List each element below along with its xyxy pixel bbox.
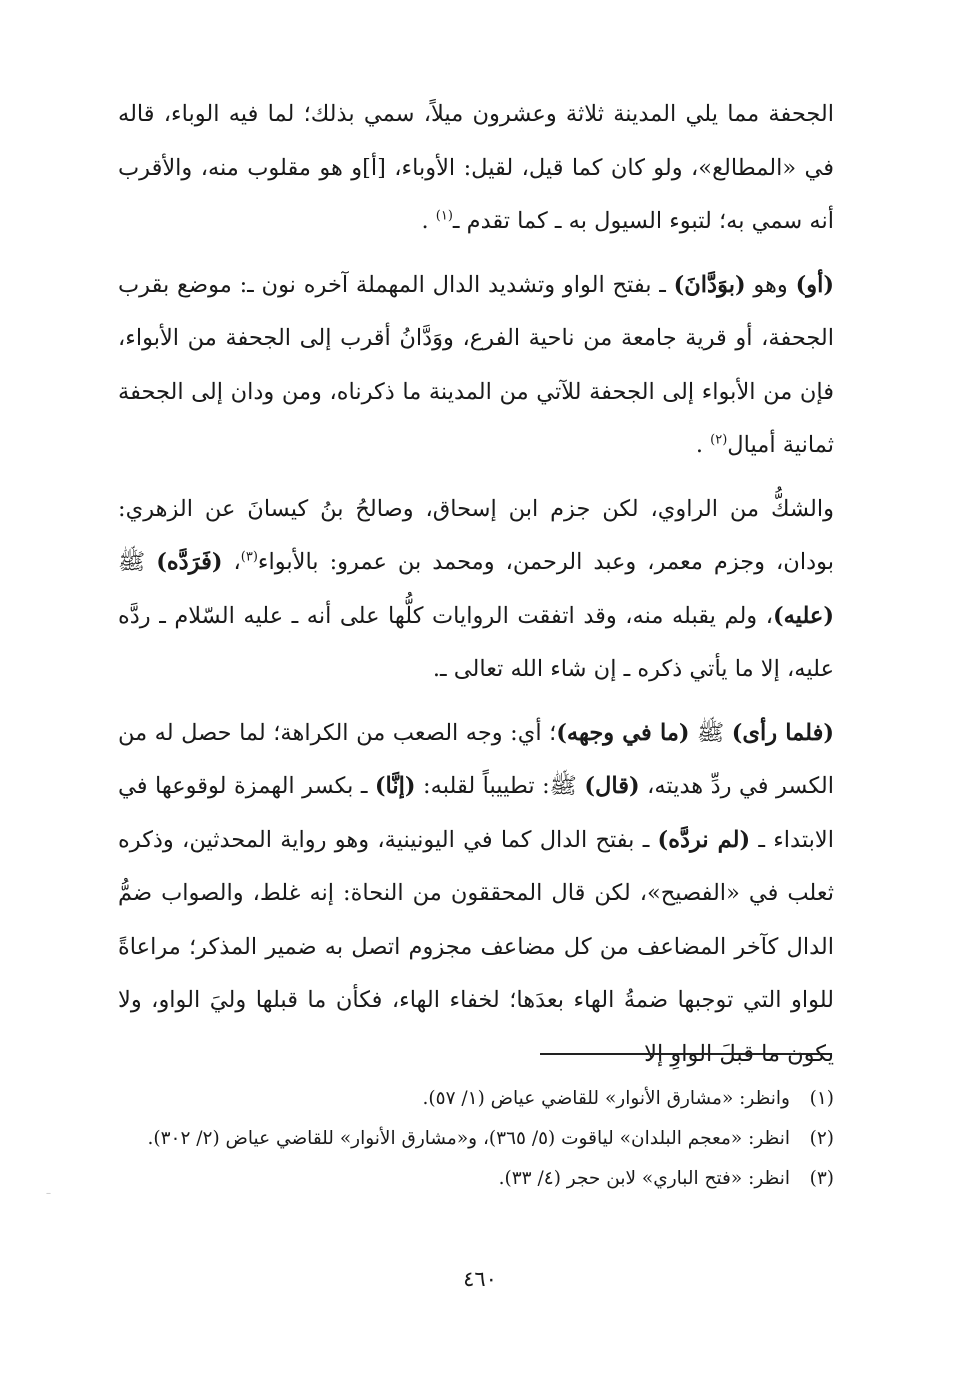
bold-term: (قال) (584, 773, 640, 799)
bold-term: (ما في وجهه) (556, 719, 690, 746)
footnote-divider (540, 1053, 832, 1055)
honorific: ﷺ (689, 719, 732, 746)
footnote (118, 1160, 834, 1197)
paragraph-text: ﷺ: تطييباً لقلبه: (415, 773, 585, 799)
punctuation: . (421, 208, 436, 234)
bold-term: (فَرَدَّه) (156, 549, 223, 575)
footnote-text: انظر: «فتح الباري» لابن حجر (٤/ ٣٣). (498, 1168, 790, 1189)
paragraph-text: ـ بفتح الدال كما في اليونينية، وهو رواية المحدثين، وذكره ثعلب في «الفصيح»، لكن قال المحققون من النحاة: إنه غلط، والصواب ضمُّ الدال كآخر المضاعف من كل مضاعف مجزوم اتصل به ضمير المذكر؛ مراعاةً للواو التي توجبها ضمةُ الهاء بعدَها؛ لخفاء الهاء، فكأن ما قبلها وليَ الواو، ولا يكون ما قبلَ الواوِ إلا (118, 826, 834, 1067)
paragraph-text: ـ بكسر الهمزة لوقوعها في الابتداء ـ (118, 773, 834, 853)
footnote-ref-3[interactable]: (٣) (240, 549, 258, 565)
paragraph-text: الجحفة مما يلي المدينة ثلاثة وعشرون ميلاً، سمي بذلك؛ لما فيه الوباء، قاله في «المطالع»، ولو كان كما قيل، لقيل: الأوباء، [أ]و هو مقلوب منه، والأقرب أنه سمي به؛ لتبوء السيول به ـ كما تقدم ـ (118, 101, 834, 234)
footnote-text: انظر: «معجم البلدان» لياقوت (٥/ ٣٦٥)، و«مشارق الأنوار» للقاضي عياض (٢/ ٣٠٢). (147, 1128, 790, 1149)
footnote-text: وانظر: «مشارق الأنوار» للقاضي عياض (١/ ٥٧). (422, 1088, 790, 1109)
paragraph-text: ، ولم يقبله منه، وقد اتفقت الروايات كلُّها على أنه ـ عليه السّلام ـ ردَّه عليه، إلا ما يأتي ذكره ـ إن شاء الله تعالى ـ. (118, 602, 834, 682)
punctuation: . (695, 432, 711, 458)
bold-term: (أو) (795, 271, 834, 298)
bold-term: (بوَدَّانَ) (673, 271, 746, 298)
paragraph-3 (118, 483, 834, 697)
footnote-number: (٣) (809, 1168, 834, 1189)
bold-term: (عليه) (772, 602, 834, 629)
main-text (118, 88, 834, 1081)
footnote-ref-1[interactable]: (١) (435, 208, 453, 224)
paragraph-text: والشكُّ من الراوي، لكن جزم ابن إسحاق، وصالحُ بنُ كيسانَ عن الزهري: بودان، وجزم معمر، وعبد الرحمن، ومحمد بن عمرو: بالأبواء (118, 495, 834, 575)
paragraph-text: ، (222, 549, 241, 575)
footnote-number: (٢) (809, 1128, 834, 1149)
footnote (118, 1080, 834, 1117)
paragraph-text: ؛ أي: وجه الصعب من الكراهة؛ لما حصل له من الكسر في ردِّ هديته، (118, 719, 835, 799)
page-number: ٤٦٠ (463, 1267, 497, 1291)
honorific: ﷺ (118, 549, 157, 575)
paragraph-1 (118, 88, 834, 249)
footnote-number: (١) (809, 1088, 834, 1109)
bold-term: (إنَّا) (374, 773, 416, 799)
paragraph-2 (118, 259, 834, 473)
bold-term: (فلما رأى) (731, 719, 835, 746)
paragraph-4 (118, 707, 834, 1082)
paragraph-text: وهو (745, 271, 796, 298)
margin-mark: – (46, 1188, 51, 1199)
footnote (118, 1120, 834, 1157)
bold-term: (لم نردَّه) (657, 826, 751, 853)
paragraph-text: ـ بفتح الواو وتشديد الدال المهملة آخره نون ـ: موضع بقرب الجحفة، أو قرية جامعة من ناحية الفرع، ووَدَّانُ أقرب إلى الجحفة من الأبواء، فإن من الأبواء إلى الجحفة للآتي من المدينة ما ذكرناه، ومن ودان إلى الجحفة ثمانية أميال (118, 271, 834, 458)
footnotes (118, 1080, 834, 1197)
footnote-ref-2[interactable]: (٢) (710, 432, 728, 448)
